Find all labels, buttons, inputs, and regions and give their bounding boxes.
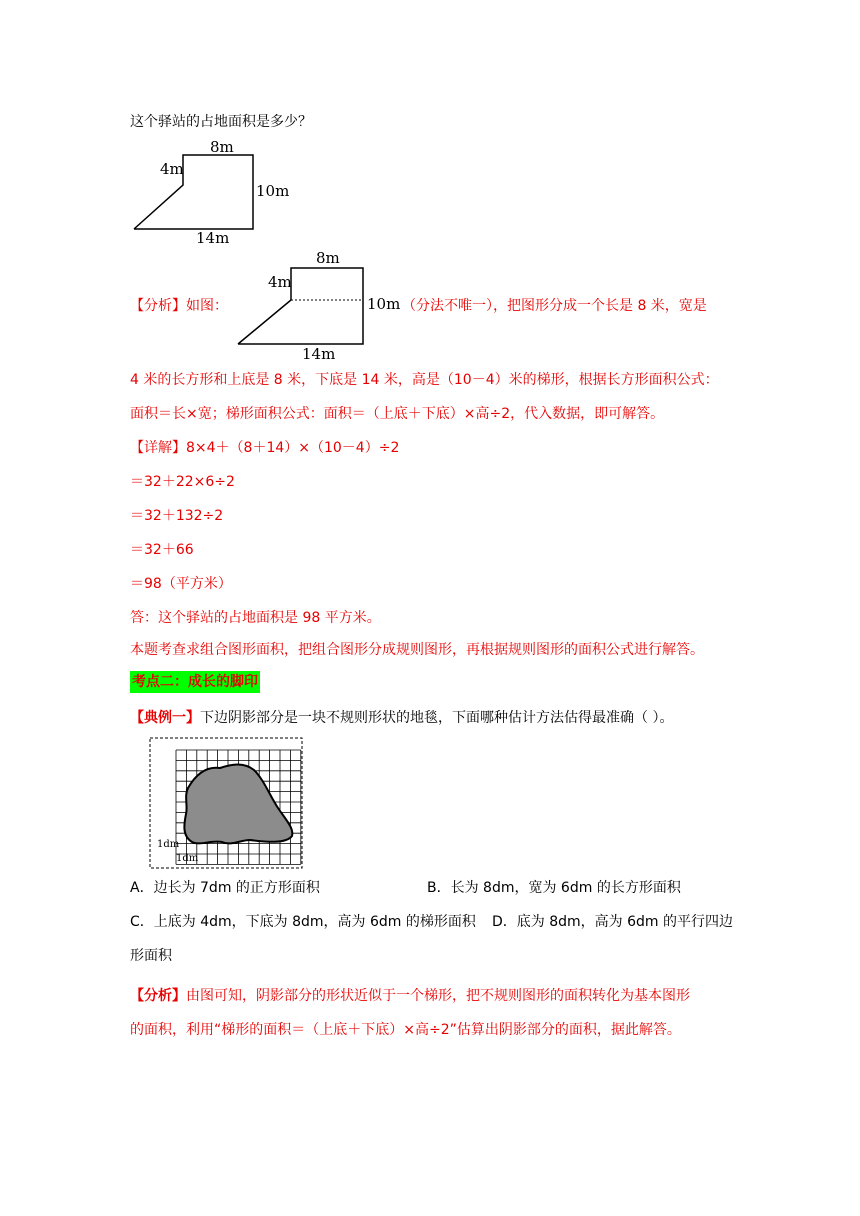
composite-figure-1 bbox=[130, 150, 270, 240]
fig2-bottom-label: 14m bbox=[302, 345, 336, 363]
carpet-grid-figure bbox=[148, 736, 306, 872]
fig1-bottom-label: 14m bbox=[196, 229, 230, 247]
composite-figure-2 bbox=[236, 262, 371, 348]
analysis2-tag: 【分析】 bbox=[130, 988, 186, 1004]
detail-step-1: ＝32＋22×6÷2 bbox=[130, 474, 235, 490]
analysis-lead: 如图： bbox=[186, 298, 228, 314]
fig1-top-label: 8m bbox=[210, 138, 234, 156]
example-line bbox=[130, 708, 673, 728]
detail-tag: 【详解】 bbox=[130, 440, 186, 456]
analysis-line-3: 面积＝长×宽；梯形面积公式：面积＝（上底＋下底）×高÷2，代入数据，即可解答。 bbox=[130, 406, 665, 422]
detail-line bbox=[130, 438, 399, 458]
analysis-after-figure: （分法不唯一），把图形分成一个长是 8 米，宽是 bbox=[402, 298, 707, 314]
detail-step-2: ＝32＋132÷2 bbox=[130, 508, 224, 524]
option-a: A．边长为 7dm 的正方形面积 bbox=[130, 880, 320, 896]
analysis2-text-1: 由图可知，阴影部分的形状近似于一个梯形，把不规则图形的面积转化为基本图形 bbox=[186, 988, 690, 1004]
analysis2-line-1 bbox=[130, 986, 690, 1006]
detail-expr: 8×4＋（8＋14）×（10－4）÷2 bbox=[186, 440, 400, 456]
example-tag: 【典例一】 bbox=[130, 710, 200, 726]
analysis-tag: 【分析】 bbox=[130, 298, 186, 314]
analysis-line-2: 4 米的长方形和上底是 8 米，下底是 14 米，高是（10－4）米的梯形，根据长方形面积公式： bbox=[130, 372, 719, 388]
fig2-right-label: 10m bbox=[367, 295, 401, 313]
option-b: B．长为 8dm，宽为 6dm 的长方形面积 bbox=[427, 880, 681, 896]
detail-step-3: ＝32＋66 bbox=[130, 542, 194, 558]
answer-text: 答：这个驿站的占地面积是 98 平方米。 bbox=[130, 610, 381, 626]
analysis2-line-2: 的面积，利用“梯形的面积＝（上底＋下底）×高÷2”估算出阴影部分的面积，据此解答。 bbox=[130, 1022, 681, 1038]
fig1-right-label: 10m bbox=[256, 182, 290, 200]
option-d: D．底为 8dm，高为 6dm 的平行四边 bbox=[492, 914, 733, 930]
option-c: C．上底为 4dm，下底为 8dm，高为 6dm 的梯形面积 bbox=[130, 914, 476, 930]
question-text: 这个驿站的占地面积是多少？ bbox=[130, 114, 312, 130]
grid-side-label: 1dm bbox=[157, 839, 180, 850]
grid-bottom-label: 1dm bbox=[176, 853, 199, 864]
example-text: 下边阴影部分是一块不规则形状的地毯，下面哪种估计方法估得最准确（ ）。 bbox=[200, 710, 674, 726]
fig2-top-label: 8m bbox=[316, 249, 340, 267]
fig1-left-label: 4m bbox=[160, 160, 184, 178]
summary-text: 本题考查求组合图形面积，把组合图形分成规则图形，再根据规则图形的面积公式进行解答。 bbox=[130, 642, 704, 658]
detail-step-4: ＝98（平方米） bbox=[130, 576, 232, 592]
section-heading: 考点二：成长的脚印 bbox=[130, 671, 260, 693]
option-d-continued: 形面积 bbox=[130, 948, 172, 964]
fig2-left-label: 4m bbox=[268, 273, 292, 291]
analysis-line-1 bbox=[130, 296, 228, 316]
